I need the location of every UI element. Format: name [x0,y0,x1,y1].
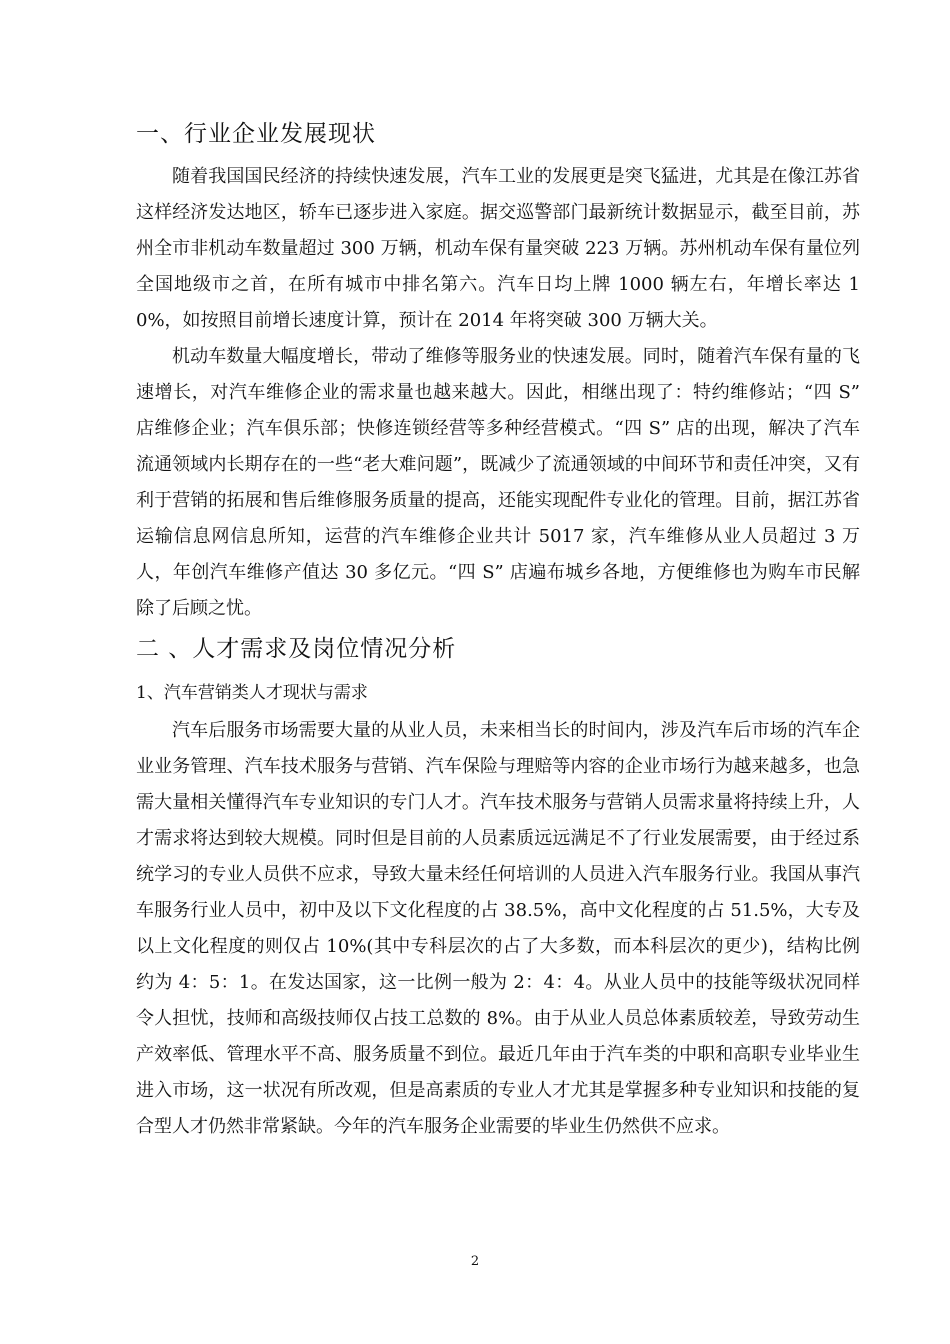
section-1-heading: 一、行业企业发展现状 [136,121,376,147]
subsection-1-paragraph-1: 汽车后服务市场需要大量的从业人员，未来相当长的时间内，涉及汽车后市场的汽车企业业务管理、汽车技术服务与营销、汽车保险与理赔等内容的企业市场行为越来越多，也急需大量相关懂得汽车专业知识的专门人才。汽车技术服务与营销人员需求量将持续上升，人才需求将达到较大规模。同时但是目前的人员素质远远满足不了行业发展需要，由于经过系统学习的专业人员供不应求，导致大量未经任何培训的人员进入汽车服务行业。我国从事汽车服务行业人员中，初中及以下文化程度的占 38.5%，高中文化程度的占 51.5%，大专及以上文化程度的则仅占 10%(其中专科层次的占了大多数，而本科层次的更少)，结构比例约为 4：5：1。在发达国家，这一比例一般为 2：4：4。从业人员中的技能等级状况同样令人担忧，技师和高级技师仅占技工总数的 8%。由于从业人员总体素质较差，导致劳动生产效率低、管理水平不高、服务质量不到位。最近几年由于汽车类的中职和高职专业毕业生进入市场，这一状况有所改观，但是高素质的专业人才尤其是掌握多种专业知识和技能的复合型人才仍然非常紧缺。今年的汽车服务企业需要的毕业生仍然供不应求。 [136,720,860,1137]
subsection-1-heading: 1、汽车营销类人才现状与需求 [136,683,368,703]
page-number: 2 [470,1254,480,1269]
section-1-paragraph-1: 随着我国国民经济的持续快速发展，汽车工业的发展更是突飞猛进，尤其是在像江苏省这样经济发达地区，轿车已逐步进入家庭。据交巡警部门最新统计数据显示，截至目前，苏州全市非机动车数量超过 300 万辆，机动车保有量突破 223 万辆。苏州机动车保有量位列全国地级市之首，在所有城市中排名第六。汽车日均上牌 1000 辆左右，年增长率达 10%，如按照目前增长速度计算，预计在 2014 年将突破 300 万辆大关。 [136,166,860,331]
section-2-heading: 二 、人才需求及岗位情况分析 [136,636,457,662]
section-1-paragraph-2: 机动车数量大幅度增长，带动了维修等服务业的快速发展。同时，随着汽车保有量的飞速增长，对汽车维修企业的需求量也越来越大。因此，相继出现了：特约维修站；“四 S” 店维修企业；汽车俱乐部；快修连锁经营等多种经营模式。“四 S” 店的出现，解决了汽车流通领域内长期存在的一些“老大难问题”，既减少了流通领域的中间环节和责任冲突，又有利于营销的拓展和售后维修服务质量的提高，还能实现配件专业化的管理。目前，据江苏省运输信息网信息所知，运营的汽车维修企业共计 5017 家，汽车维修从业人员超过 3 万人，年创汽车维修产值达 30 多亿元。“四 S” 店遍布城乡各地，方便维修也为购车市民解除了后顾之忧。 [136,346,860,619]
page-content [136,118,860,1145]
